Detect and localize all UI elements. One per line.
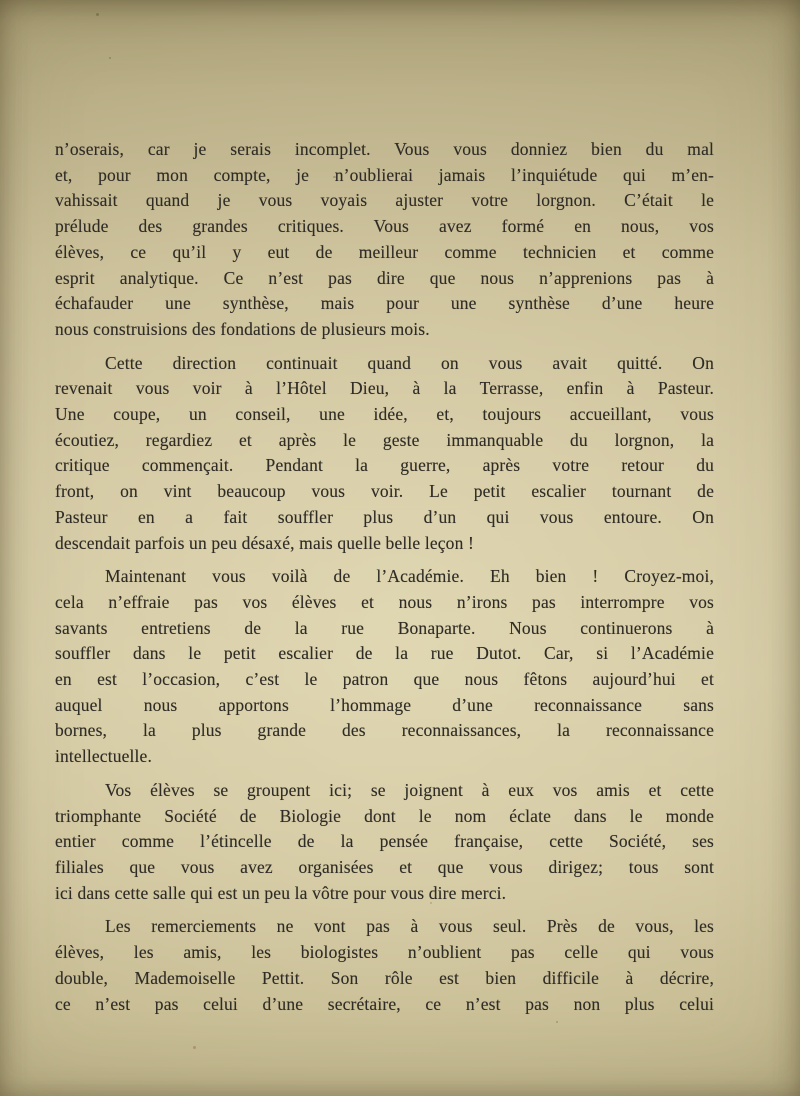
text-line: filiales que vous avez organisées et que vous dirigez; tous sont [55,856,714,877]
text-line: Cette direction continuait quand on vous avait quitté. On [105,352,714,373]
text-line: intellectuelle. [55,746,152,767]
text-line: front, on vint beaucoup vous voir. Le petit escalier tournant de [55,481,714,502]
text-line: bornes, la plus grande des reconnaissances, la reconnaissance [55,720,714,741]
paragraph [55,914,714,1017]
text-line: cela n’effraie pas vos élèves et nous n’irons pas interrompre vos [55,591,714,612]
text-line: double, Mademoiselle Pettit. Son rôle est bien difficile à décrire, [55,967,714,988]
paragraph [55,778,714,907]
paper-speck [556,1021,558,1023]
text-line: vahissait quand je vous voyais ajuster votre lorgnon. C’était le [55,190,714,211]
text-line: en est l’occasion, c’est le patron que nous fêtons aujourd’hui et [55,669,714,690]
paragraph [55,137,714,343]
text-line: Les remerciements ne vont pas à vous seul. Près de vous, les [105,916,714,937]
text-line: auquel nous apportons l’hommage d’une reconnaissance sans [55,694,714,715]
text-line: élèves, les amis, les biologistes n’oublient pas celle qui vous [55,942,714,963]
page-text-block [55,137,714,1017]
paragraph [55,351,714,557]
text-line: souffler dans le petit escalier de la rue Dutot. Car, si l’Académie [55,643,714,664]
text-line: critique commençait. Pendant la guerre, après votre retour du [55,455,714,476]
text-line: descendait parfois un peu désaxé, mais quelle belle leçon ! [55,532,474,553]
text-line: élèves, ce qu’il y eut de meilleur comme technicien et comme [55,241,714,262]
text-line: prélude des grandes critiques. Vous avez formé en nous, vos [55,216,714,237]
text-line: Une coupe, un conseil, une idée, et, toujours accueillant, vous [55,404,714,425]
text-line: échafauder une synthèse, mais pour une synthèse d’une heure [55,293,714,314]
paper-speck [193,1046,196,1049]
text-line: n’oserais, car je serais incomplet. Vous vous donniez bien du mal [55,139,714,159]
paragraph [55,564,714,770]
text-line: revenait vous voir à l’Hôtel Dieu, à la Terrasse, enfin à Pasteur. [55,378,714,399]
text-line: écoutiez, regardiez et après le geste immanquable du lorgnon, la [55,429,714,450]
text-line: Vos élèves se groupent ici; se joignent à eux vos amis et cette [105,779,714,800]
text-line: ici dans cette salle qui est un peu la vôtre pour vous dire merci. [55,882,507,903]
text-line: savants entretiens de la rue Bonaparte. Nous continuerons à [55,617,714,638]
text-line: ce n’est pas celui d’une secrétaire, ce n’est pas non plus celui [55,993,714,1014]
text-line: Pasteur en a fait souffler plus d’un qui vous entoure. On [55,506,714,527]
paper-speck [96,13,99,16]
text-line: triomphante Société de Biologie dont le nom éclate dans le monde [55,805,714,826]
text-line: esprit analytique. Ce n’est pas dire que nous n’apprenions pas à [55,267,714,288]
text-line: nous construisions des fondations de plusieurs mois. [55,318,430,339]
text-line: Maintenant vous voilà de l’Académie. Eh bien ! Croyez-moi, [105,566,714,587]
text-line: entier comme l’étincelle de la pensée française, cette Société, ses [55,831,714,852]
paper-speck [109,57,111,59]
text-line: et, pour mon compte, je n’oublierai jamais l’inquiétude qui m’en- [55,164,714,185]
